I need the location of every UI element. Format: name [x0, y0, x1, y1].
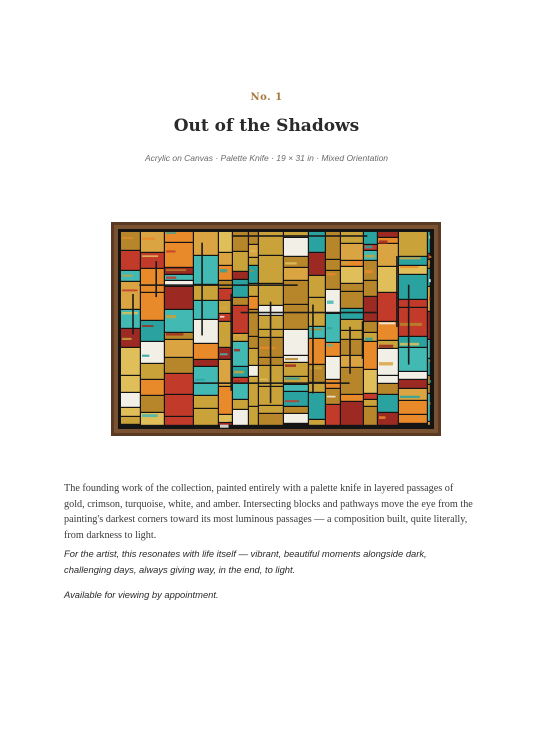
- paint-block: [233, 232, 248, 251]
- paint-block: [194, 367, 218, 395]
- paint-streak: [327, 327, 332, 329]
- paint-block: [378, 349, 398, 375]
- paint-streak: [260, 347, 275, 349]
- paint-block: [165, 287, 193, 309]
- paint-streak: [429, 297, 430, 300]
- paint-streak: [195, 379, 205, 381]
- paint-block: [341, 267, 363, 283]
- paint-block: [341, 320, 363, 330]
- paint-block: [219, 289, 232, 300]
- paint-streak: [220, 353, 228, 355]
- paint-streak: [429, 236, 430, 239]
- paint-block: [364, 297, 377, 321]
- paint-block: [341, 331, 363, 339]
- paint-block: [121, 376, 140, 392]
- paint-block: [341, 340, 363, 355]
- paint-block: [219, 387, 232, 414]
- paint-block: [141, 253, 164, 268]
- paint-block: [219, 232, 232, 252]
- paint-block: [121, 348, 140, 375]
- paint-streak: [379, 345, 393, 348]
- paint-streak: [429, 279, 431, 282]
- paint-block: [259, 256, 283, 283]
- paint-streak: [379, 362, 393, 365]
- paint-block: [364, 400, 377, 406]
- paint-streak: [285, 358, 298, 360]
- paint-block: [341, 368, 363, 394]
- paint-block: [428, 394, 430, 421]
- paint-block: [249, 258, 258, 265]
- paint-block: [259, 284, 283, 305]
- paint-block: [341, 356, 363, 367]
- paint-block: [141, 232, 164, 252]
- paint-streak: [429, 256, 431, 258]
- paint-block: [364, 322, 377, 332]
- paint-streak: [142, 325, 153, 327]
- paint-block: [399, 389, 427, 400]
- paint-block: [194, 344, 218, 359]
- paint-block: [165, 395, 193, 416]
- artwork-title: Out of the Shadows: [173, 116, 360, 136]
- paint-streak: [220, 307, 227, 310]
- paint-block: [326, 405, 340, 425]
- paint-block: [428, 422, 430, 425]
- paint-block: [399, 300, 427, 307]
- painting-canvas: [111, 222, 441, 436]
- paint-streak: [327, 301, 334, 304]
- paint-streak: [166, 315, 176, 318]
- paint-block: [219, 423, 232, 425]
- paint-block: [378, 244, 398, 266]
- dark-pathway: [396, 256, 398, 327]
- paint-block: [428, 312, 430, 339]
- paint-block: [121, 408, 140, 416]
- paint-block: [194, 301, 218, 319]
- paint-streak: [260, 379, 268, 381]
- paint-block: [364, 281, 377, 296]
- paint-block: [233, 252, 248, 271]
- paint-block: [428, 269, 430, 286]
- dark-pathway: [349, 327, 351, 374]
- paint-block: [341, 309, 363, 319]
- paint-streak: [365, 246, 373, 249]
- paint-streak: [142, 355, 149, 357]
- paint-block: [378, 322, 398, 340]
- dark-pathway: [362, 321, 364, 359]
- paint-streak: [365, 270, 373, 273]
- paint-block: [121, 282, 140, 309]
- paint-block: [364, 370, 377, 393]
- paint-block: [284, 414, 308, 423]
- paint-block: [165, 340, 193, 357]
- paint-streak: [122, 237, 133, 239]
- paint-block: [249, 232, 258, 244]
- dark-pathway: [201, 243, 203, 336]
- paint-streak: [142, 255, 158, 257]
- paint-block: [378, 293, 398, 321]
- paint-block: [399, 372, 427, 379]
- paint-block: [249, 407, 258, 425]
- paint-block: [249, 377, 258, 383]
- paint-streak: [429, 380, 431, 382]
- paint-block: [341, 292, 363, 308]
- paint-block: [141, 342, 164, 363]
- paint-streak: [365, 255, 375, 258]
- paint-streak: [429, 402, 430, 405]
- artwork-details: Acrylic on Canvas · Palette Knife · 19 × 31 in · Mixed Orientation: [144, 153, 389, 163]
- paint-streak: [122, 275, 133, 277]
- paint-block: [141, 396, 164, 412]
- paint-block: [378, 376, 398, 383]
- paint-streak: [310, 329, 322, 331]
- paint-block: [233, 280, 248, 297]
- paint-streak: [285, 400, 299, 402]
- paint-block: [233, 306, 248, 333]
- artist-statement: For the artist, this resonates with life itself — vibrant, beautiful moments alongside dark, challenging days, always giving way, in the end, to light.: [64, 548, 427, 575]
- dark-pathway: [241, 312, 377, 314]
- paint-block: [378, 384, 398, 394]
- paint-streak: [142, 238, 155, 240]
- paint-streak: [365, 338, 373, 341]
- dark-pathway: [230, 294, 232, 391]
- paint-streak: [327, 396, 336, 398]
- paint-streak: [285, 364, 296, 366]
- paint-streak: [122, 289, 138, 291]
- paint-block: [399, 380, 427, 388]
- paint-streak: [285, 262, 297, 264]
- paint-block: [428, 260, 430, 268]
- paint-block: [399, 308, 427, 336]
- paint-block: [378, 267, 398, 292]
- dark-pathway: [139, 284, 297, 286]
- description-paragraph: The founding work of the collection, painted entirely with a palette knife in layered passages of gold, crimson, turquoise, white, and amber. Intersecting blocks and pathways move the eye from the painting's darkest corners toward its most luminous passages — a composition built, quite literally, from darkness to light.: [64, 483, 473, 541]
- paint-block: [428, 232, 430, 253]
- paint-block: [259, 414, 283, 425]
- paint-streak: [234, 349, 240, 351]
- paint-block: [141, 269, 164, 292]
- paint-block: [399, 401, 427, 414]
- paint-streak: [342, 403, 359, 405]
- paint-streak: [400, 396, 420, 398]
- paint-streak: [166, 276, 176, 278]
- paint-block: [249, 310, 258, 336]
- paint-streak: [250, 270, 253, 272]
- paint-streak: [342, 261, 349, 264]
- paint-streak: [310, 421, 317, 424]
- paint-block: [284, 238, 308, 256]
- artwork-image: [111, 222, 441, 436]
- paint-block: [284, 407, 308, 413]
- paint-block: [165, 417, 193, 425]
- paint-streak: [400, 266, 419, 268]
- paint-block: [233, 272, 248, 279]
- paint-block: [309, 383, 325, 392]
- paint-block: [121, 232, 140, 250]
- paint-block: [219, 266, 232, 280]
- dark-pathway: [132, 294, 134, 334]
- paint-streak: [234, 371, 244, 373]
- paint-block: [284, 330, 308, 355]
- paint-block: [259, 406, 283, 413]
- paint-block: [194, 396, 218, 408]
- paint-block: [428, 340, 430, 358]
- paint-block: [249, 349, 258, 365]
- paint-streak: [166, 333, 183, 335]
- paint-streak: [166, 269, 186, 271]
- paint-block: [378, 232, 398, 237]
- paint-block: [141, 321, 164, 341]
- paint-streak: [285, 270, 296, 273]
- paint-streak: [166, 250, 175, 252]
- paint-streak: [400, 323, 422, 326]
- paint-block: [284, 268, 308, 280]
- paint-streak: [122, 260, 135, 262]
- paint-streak: [220, 269, 227, 272]
- dark-pathway: [270, 302, 272, 403]
- paint-streak: [142, 414, 158, 417]
- paint-streak: [166, 232, 176, 234]
- paint-block: [219, 360, 232, 386]
- paint-block: [364, 407, 377, 425]
- paint-block: [428, 385, 430, 393]
- paint-block: [121, 417, 140, 424]
- availability-note: Available for viewing by appointment.: [64, 589, 219, 600]
- paint-block: [233, 384, 248, 399]
- paint-streak: [220, 425, 229, 428]
- paint-streak: [400, 418, 409, 420]
- paint-block: [309, 253, 325, 275]
- paint-streak: [285, 377, 300, 379]
- paint-block: [194, 256, 218, 284]
- paint-streak: [400, 343, 419, 346]
- paint-block: [326, 260, 340, 270]
- paint-block: [165, 243, 193, 267]
- paint-block: [399, 232, 427, 256]
- paint-streak: [400, 257, 421, 259]
- paint-streak: [220, 316, 224, 318]
- paint-block: [219, 253, 232, 265]
- paint-block: [121, 393, 140, 407]
- paint-block: [284, 385, 308, 391]
- paint-streak: [429, 360, 430, 362]
- paint-streak: [310, 366, 322, 369]
- paint-block: [249, 266, 258, 283]
- paint-streak: [250, 250, 257, 252]
- paint-block: [194, 360, 218, 366]
- dark-pathway: [193, 382, 349, 384]
- dark-pathway: [232, 235, 368, 237]
- paint-block: [233, 410, 248, 425]
- paint-streak: [234, 334, 242, 336]
- paint-block: [141, 364, 164, 379]
- paint-block: [364, 394, 377, 399]
- paint-block: [309, 339, 325, 364]
- paint-block: [326, 357, 340, 379]
- paint-block: [399, 275, 427, 299]
- paint-block: [378, 395, 398, 412]
- paint-block: [249, 384, 258, 406]
- dark-pathway: [408, 285, 410, 365]
- paint-streak: [250, 371, 254, 373]
- paint-streak: [234, 380, 240, 382]
- paint-block: [284, 392, 308, 406]
- paint-streak: [327, 265, 332, 267]
- paint-block: [233, 400, 248, 409]
- paint-streak: [122, 312, 138, 314]
- paint-block: [233, 342, 248, 366]
- paint-block: [249, 297, 258, 309]
- paint-block: [341, 402, 363, 425]
- paint-streak: [122, 338, 132, 340]
- paint-block: [341, 395, 363, 401]
- paint-block: [165, 310, 193, 332]
- paint-block: [399, 348, 427, 371]
- paint-block: [249, 337, 258, 348]
- paint-block: [341, 244, 363, 260]
- paint-streak: [327, 344, 333, 346]
- paint-streak: [365, 417, 370, 419]
- paint-block: [341, 232, 363, 243]
- dark-pathway: [155, 261, 157, 297]
- paint-block: [194, 285, 218, 300]
- paint-block: [309, 393, 325, 419]
- paint-block: [284, 257, 308, 267]
- paint-block: [364, 232, 377, 244]
- paint-streak: [429, 262, 430, 264]
- paint-streak: [220, 418, 228, 421]
- paint-block: [309, 276, 325, 297]
- paint-block: [364, 342, 377, 369]
- catalog-number: No. 1: [250, 92, 283, 103]
- paint-block: [194, 409, 218, 425]
- paint-block: [165, 374, 193, 394]
- paint-streak: [379, 416, 385, 419]
- paint-block: [165, 358, 193, 373]
- paint-block: [141, 293, 164, 320]
- paint-block: [141, 380, 164, 395]
- paint-block: [233, 298, 248, 305]
- paint-streak: [379, 322, 395, 324]
- paint-block: [284, 305, 308, 329]
- paint-streak: [379, 240, 387, 243]
- paint-block: [194, 232, 218, 255]
- paint-streak: [327, 273, 335, 275]
- paint-block: [219, 322, 232, 347]
- paint-block: [309, 232, 325, 252]
- paint-block: [341, 284, 363, 291]
- dark-pathway: [312, 305, 314, 394]
- paint-block: [194, 320, 218, 343]
